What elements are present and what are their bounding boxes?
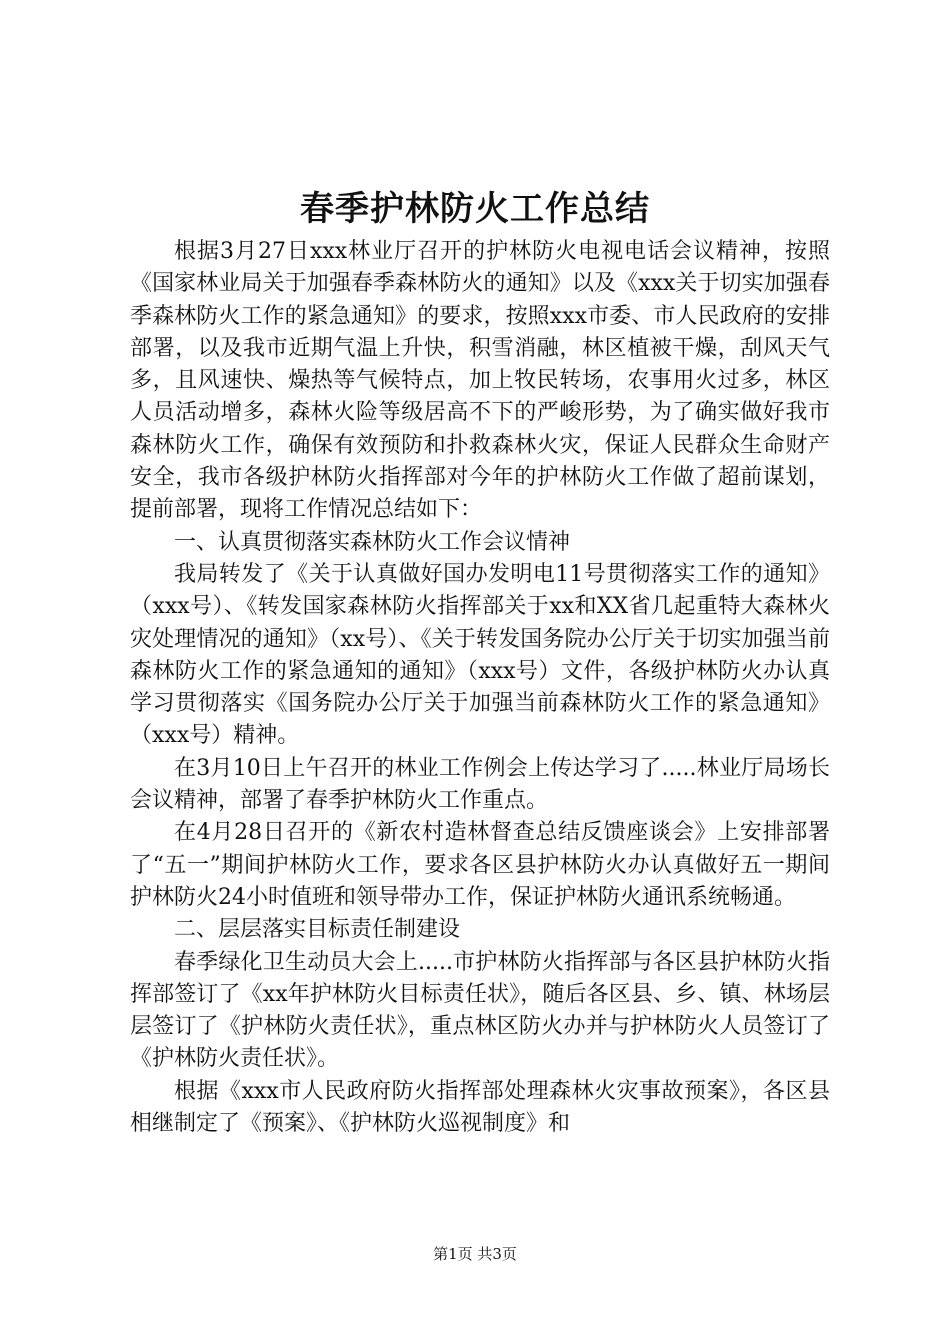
paragraph-responsibility: 春季绿化卫生动员大会上.....市护林防火指挥部与各区县护林防火指挥部签订了《xx年护林防火目标责任状》，随后各区县、乡、镇、林场层层签订了《护林防火责任状》，重点林区防火办并与护林防火人员签订了《护林防火责任状》。: [130, 949, 830, 1072]
paragraph-intro: 根据3月27日xxx林业厅召开的护林防火电视电话会议精神，按照《国家林业局关于加强春季森林防火的通知》以及《xxx关于切实加强春季森林防火工作的紧急通知》的要求，按照xxx市委、市人民政府的安排部署，以及我市近期气温上升快，积雪消融，林区植被干燥，刮风天气多，且风速快、燥热等气候特点，加上牧民转场，农事用火过多，林区人员活动增多，森林火险等级居高不下的严峻形势，为了确实做好我市森林防火工作，确保有效预防和扑救森林火灾，保证人民群众生命财产安全，我市各级护林防火指挥部对今年的护林防火工作做了超前谋划，提前部署，现将工作情况总结如下：: [130, 239, 830, 523]
section-heading-2: 二、层层落实目标责任制建设: [174, 917, 461, 943]
document-body: [130, 236, 830, 1140]
paragraph-march-meeting: 在3月10日上午召开的林业工作例会上传达学习了.....林业厅局场长会议精神，部署了春季护林防火工作重点。: [130, 755, 830, 814]
section-heading-1: 一、认真贯彻落实森林防火工作会议情神: [174, 529, 571, 555]
page-footer: 第1页 共3页: [433, 1245, 517, 1263]
document-title: 春季护林防火工作总结: [300, 189, 650, 229]
paragraph-forwarded-notices: 我局转发了《关于认真做好国办发明电11号贯彻落实工作的通知》（xxx号）、《转发国家森林防火指挥部关于xx和XX省几起重特大森林火灾处理情况的通知》（xx号）、《关于转发国务院办公厅关于切实加强当前森林防火工作的紧急通知的通知》（xxx号）文件，各级护林防火办认真学习贯彻落实《国务院办公厅关于加强当前森林防火工作的紧急通知》（xxx号）精神。: [130, 561, 830, 749]
paragraph-april-meeting: 在4月28日召开的《新农村造林督查总结反馈座谈会》上安排部署了“五一”期间护林防火工作，要求各区县护林防火办认真做好五一期间护林防火24小时值班和领导带办工作，保证护林防火通讯系统畅通。: [130, 820, 830, 910]
paragraph-plans: 根据《xxx市人民政府防火指挥部处理森林火灾事故预案》，各区县相继制定了《预案》、《护林防火巡视制度》和: [130, 1078, 830, 1137]
